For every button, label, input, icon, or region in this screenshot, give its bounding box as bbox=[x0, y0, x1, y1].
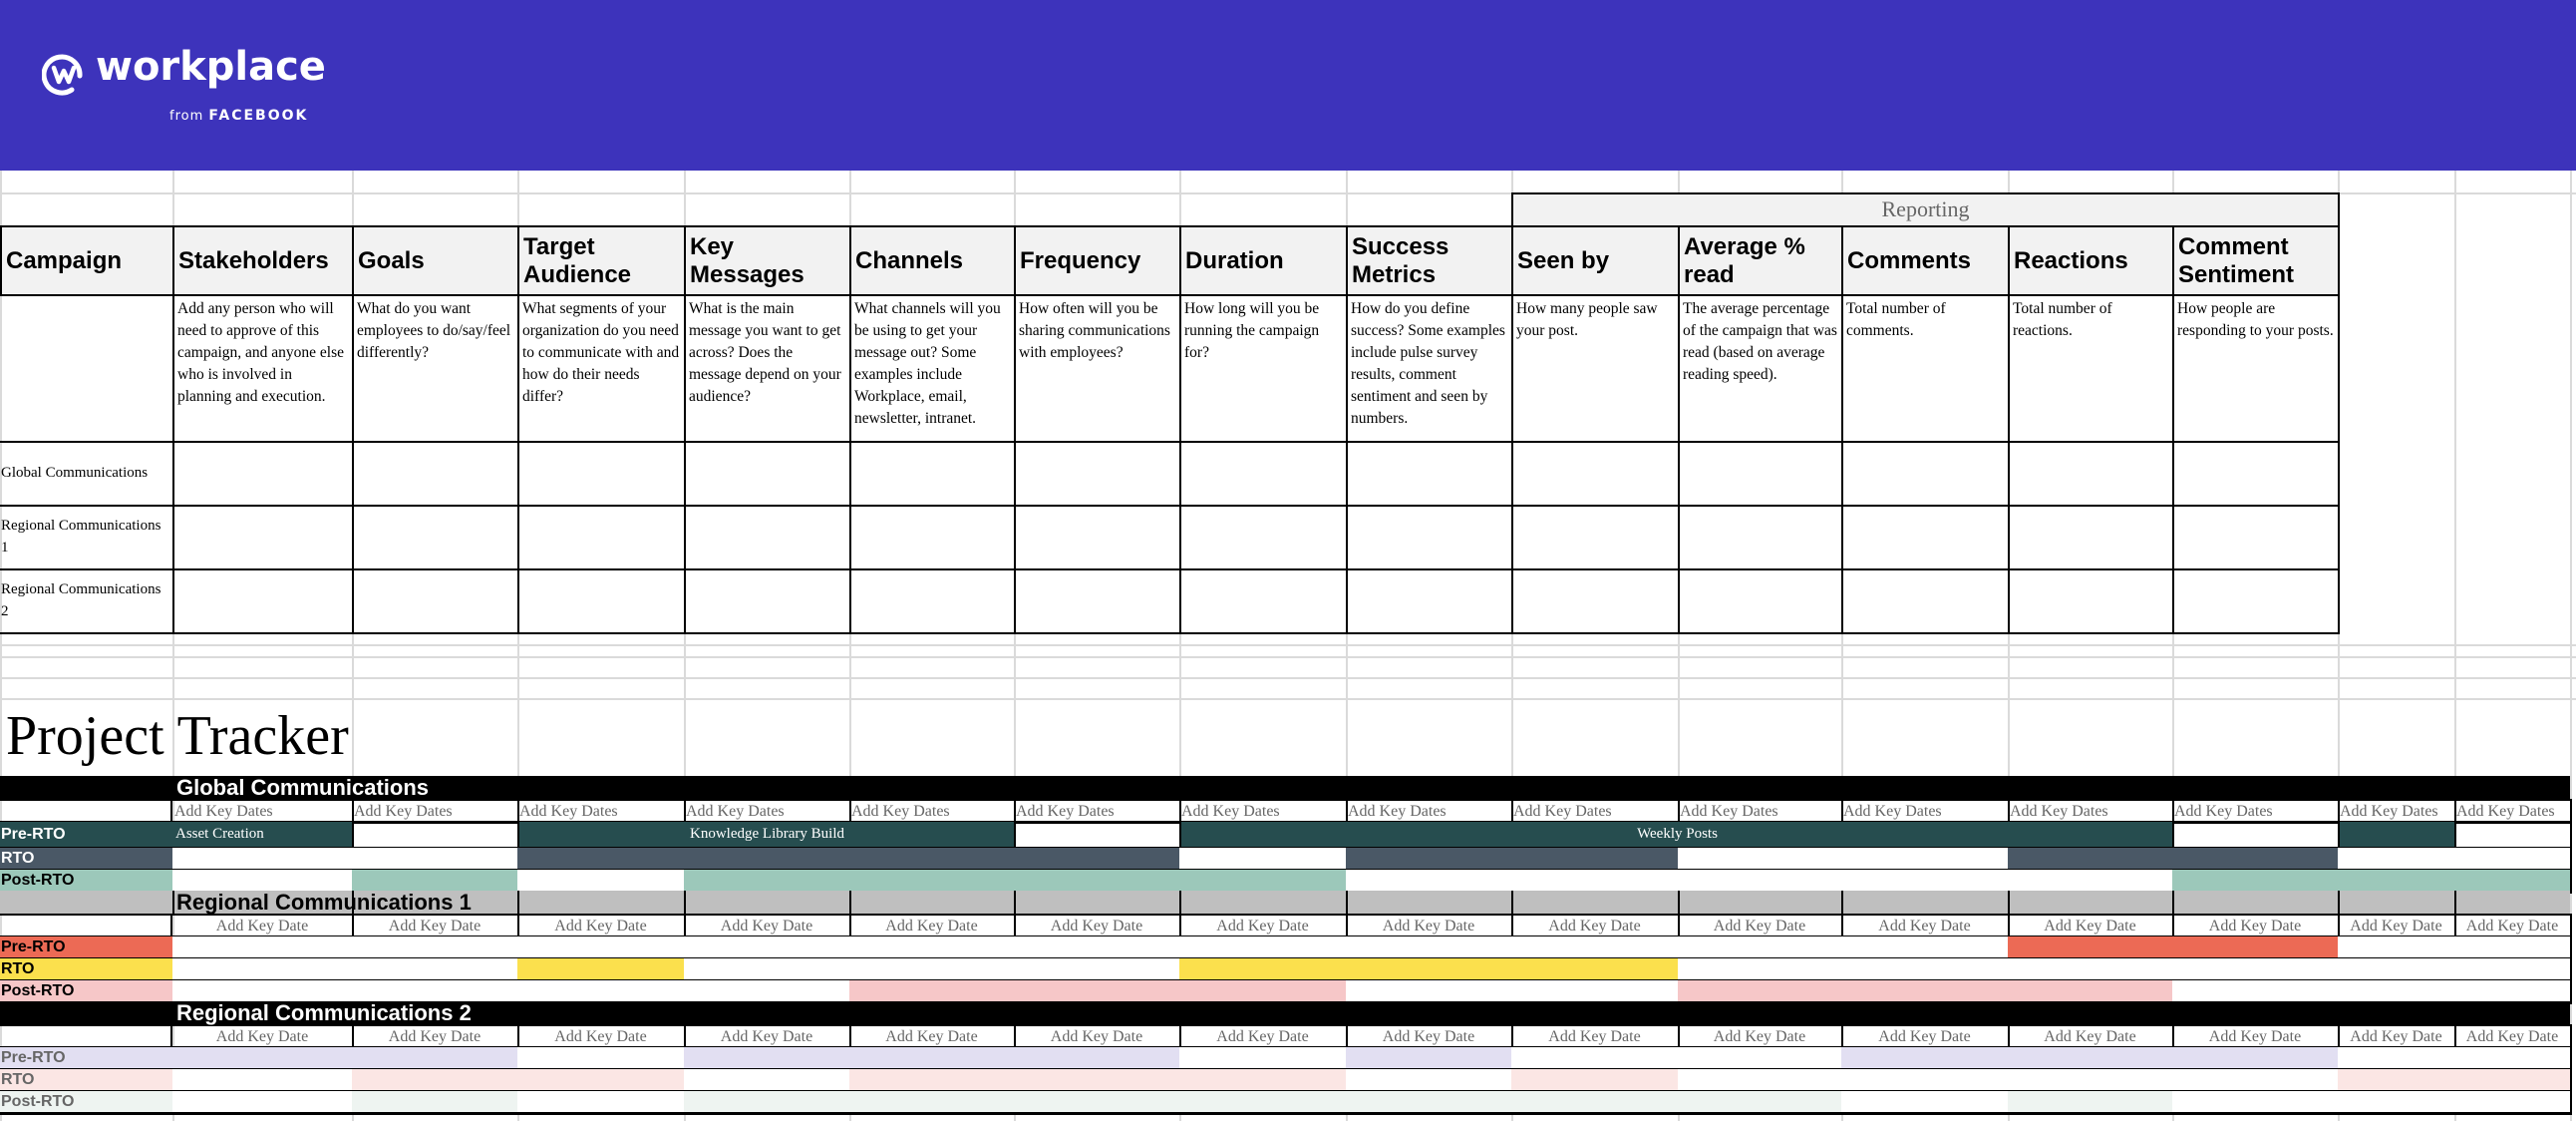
column-description: Total number of reactions. bbox=[2008, 296, 2174, 443]
task-bar[interactable]: Weekly Posts bbox=[1179, 822, 2174, 850]
planner-input-cell[interactable] bbox=[1014, 568, 1181, 634]
column-header-title: Seen by bbox=[1517, 246, 1610, 274]
timeline-cell[interactable] bbox=[172, 936, 354, 960]
key-date-cell[interactable]: Add Key Date bbox=[1678, 914, 1843, 938]
timeline-cell-filled[interactable] bbox=[2172, 1047, 2340, 1071]
key-date-cell[interactable]: Add Key Dates bbox=[2008, 799, 2174, 824]
brand-tagline bbox=[169, 108, 308, 124]
timeline-cell[interactable] bbox=[2008, 958, 2174, 982]
timeline-cell-filled[interactable] bbox=[849, 1069, 1016, 1093]
column-header bbox=[172, 225, 354, 296]
key-date-cell[interactable]: Add Key Date bbox=[2338, 1024, 2456, 1049]
timeline-cell[interactable] bbox=[2338, 848, 2456, 872]
campaign-name-cell: Regional Communications 1 bbox=[0, 505, 174, 570]
planner-input-cell[interactable] bbox=[684, 441, 851, 507]
timeline-cell-filled[interactable] bbox=[1346, 1091, 1513, 1115]
column-header bbox=[1179, 225, 1348, 296]
phase-label: Pre-RTO bbox=[0, 822, 174, 850]
gridline-horizontal bbox=[0, 644, 2576, 646]
timeline-cell[interactable] bbox=[352, 936, 519, 960]
column-header-title: Reactions bbox=[2014, 246, 2128, 274]
key-date-cell[interactable]: Add Key Date bbox=[2454, 1024, 2572, 1049]
phase-label: Post-RTO bbox=[0, 1091, 174, 1115]
planner-input-cell[interactable] bbox=[1678, 441, 1843, 507]
column-header bbox=[1678, 225, 1843, 296]
planner-input-cell[interactable] bbox=[1014, 441, 1181, 507]
column-header bbox=[517, 225, 686, 296]
planner-input-cell[interactable] bbox=[517, 505, 686, 570]
planner-input-cell[interactable] bbox=[1179, 441, 1348, 507]
timeline-cell-filled[interactable] bbox=[1014, 1069, 1181, 1093]
section-header-divider bbox=[1841, 891, 1843, 914]
planner-input-cell[interactable] bbox=[1179, 568, 1348, 634]
timeline-cell[interactable] bbox=[1179, 936, 1348, 960]
column-header-title: Target Audience bbox=[523, 232, 632, 288]
section-header bbox=[0, 891, 2570, 916]
timeline-cell[interactable] bbox=[2338, 958, 2456, 982]
timeline-cell-filled[interactable] bbox=[2338, 1069, 2456, 1093]
timeline-cell[interactable] bbox=[1841, 1069, 2010, 1093]
key-date-cell[interactable]: Add Key Dates bbox=[1841, 799, 2010, 824]
planner-input-cell[interactable] bbox=[2172, 568, 2340, 634]
campaign-name-cell: Regional Communications 2 bbox=[0, 568, 174, 634]
key-date-cell[interactable]: Add Key Date bbox=[2008, 914, 2174, 938]
timeline-cell[interactable] bbox=[2338, 1091, 2456, 1115]
key-date-cell[interactable]: Add Key Date bbox=[1841, 914, 2010, 938]
section-header-divider bbox=[1014, 891, 1016, 914]
column-description: Add any person who will need to approve of this campaign, and anyone else who is involved in planning and execution. bbox=[172, 296, 354, 443]
planner-input-cell[interactable] bbox=[1511, 441, 1680, 507]
phase-label: RTO bbox=[0, 958, 174, 982]
timeline-cell[interactable] bbox=[1179, 848, 1348, 872]
key-date-cell[interactable]: Add Key Date bbox=[684, 1024, 851, 1049]
planner-input-cell[interactable] bbox=[1346, 505, 1513, 570]
timeline-cell-filled[interactable] bbox=[2008, 848, 2174, 872]
planner-input-cell[interactable] bbox=[849, 568, 1016, 634]
section-header-divider bbox=[1678, 891, 1680, 914]
timeline-cell-filled[interactable] bbox=[1179, 958, 1348, 982]
timeline-cell[interactable] bbox=[172, 958, 354, 982]
brand-company: FACEBOOK bbox=[208, 108, 309, 124]
timeline-cell-filled[interactable] bbox=[352, 1069, 519, 1093]
section-header-divider bbox=[1346, 891, 1348, 914]
timeline-cell[interactable] bbox=[1014, 822, 1181, 850]
campaign-name-cell: Global Communications bbox=[0, 441, 174, 507]
phase-label: RTO bbox=[0, 848, 174, 872]
column-header bbox=[0, 225, 174, 296]
column-header-title: Goals bbox=[358, 246, 425, 274]
project-tracker-title: Project Tracker bbox=[6, 705, 349, 767]
column-header bbox=[1014, 225, 1181, 296]
timeline-cell[interactable] bbox=[849, 958, 1016, 982]
column-header bbox=[2172, 225, 2340, 296]
key-date-cell[interactable]: Add Key Date bbox=[849, 1024, 1016, 1049]
timeline-cell[interactable] bbox=[849, 936, 1016, 960]
key-date-cell[interactable]: Add Key Date bbox=[517, 1024, 686, 1049]
key-date-cell[interactable]: Add Key Date bbox=[849, 914, 1016, 938]
timeline-cell-filled[interactable] bbox=[1179, 1091, 1348, 1115]
section-title: Regional Communications 2 bbox=[176, 1000, 472, 1025]
planner-input-cell[interactable] bbox=[172, 568, 354, 634]
date-row-spacer bbox=[0, 799, 172, 824]
column-description: Total number of comments. bbox=[1841, 296, 2010, 443]
timeline-cell[interactable] bbox=[1511, 1047, 1680, 1071]
phase-label: Pre-RTO bbox=[0, 936, 174, 960]
key-date-cell[interactable]: Add Key Date bbox=[1511, 1024, 1680, 1049]
column-header-title: Stakeholders bbox=[178, 246, 329, 274]
timeline-cell[interactable] bbox=[684, 1069, 851, 1093]
timeline-cell-filled[interactable] bbox=[1014, 1091, 1181, 1115]
timeline-cell[interactable] bbox=[2454, 1091, 2572, 1115]
column-header bbox=[1511, 225, 1680, 296]
planner-input-cell[interactable] bbox=[2008, 441, 2174, 507]
column-header-title: Success Metrics bbox=[1352, 232, 1449, 288]
planner-input-cell[interactable] bbox=[849, 505, 1016, 570]
planner-input-cell[interactable] bbox=[1511, 568, 1680, 634]
gridline-horizontal bbox=[0, 698, 2576, 700]
timeline-cell-filled[interactable] bbox=[1678, 1091, 1843, 1115]
timeline-cell[interactable] bbox=[1841, 848, 2010, 872]
reporting-group-header: Reporting bbox=[1511, 192, 2340, 227]
brand-name: workplace bbox=[96, 44, 326, 90]
timeline-cell-filled[interactable] bbox=[849, 1047, 1016, 1071]
key-date-cell[interactable]: Add Key Dates bbox=[1014, 799, 1181, 824]
timeline-cell[interactable] bbox=[1678, 848, 1843, 872]
planner-input-cell[interactable] bbox=[1841, 505, 2010, 570]
timeline-cell[interactable] bbox=[2454, 848, 2572, 872]
key-date-cell[interactable]: Add Key Dates bbox=[2172, 799, 2340, 824]
key-date-cell[interactable]: Add Key Dates bbox=[2454, 799, 2572, 824]
column-header-title: Channels bbox=[855, 246, 964, 274]
timeline-cell-filled[interactable] bbox=[2008, 1047, 2174, 1071]
task-bar[interactable]: Knowledge Library Build bbox=[517, 822, 1016, 850]
key-date-cell[interactable]: Add Key Dates bbox=[352, 799, 519, 824]
section-header-divider bbox=[1511, 891, 1513, 914]
planner-input-cell[interactable] bbox=[1014, 505, 1181, 570]
key-date-cell[interactable]: Add Key Dates bbox=[1179, 799, 1348, 824]
column-description: What channels will you be using to get your message out? Some examples include Workplace, email, newsletter, intranet. bbox=[849, 296, 1016, 443]
brand-from: from bbox=[169, 109, 204, 124]
timeline-cell-filled[interactable] bbox=[2008, 936, 2174, 960]
timeline-cell-filled[interactable] bbox=[517, 958, 686, 982]
key-date-cell[interactable]: Add Key Dates bbox=[684, 799, 851, 824]
column-header-title: Campaign bbox=[6, 246, 123, 274]
key-date-cell[interactable]: Add Key Date bbox=[1179, 1024, 1348, 1049]
key-date-cell[interactable]: Add Key Date bbox=[172, 914, 354, 938]
key-date-cell[interactable]: Add Key Date bbox=[2172, 914, 2340, 938]
planner-input-cell[interactable] bbox=[1511, 505, 1680, 570]
timeline-cell-filled[interactable] bbox=[2454, 1069, 2572, 1093]
timeline-cell[interactable] bbox=[2454, 958, 2572, 982]
timeline-cell-filled[interactable] bbox=[2172, 936, 2340, 960]
timeline-cell[interactable] bbox=[1678, 1047, 1843, 1071]
phase-label: Post-RTO bbox=[0, 870, 174, 894]
timeline-cell[interactable] bbox=[517, 1047, 686, 1071]
column-header bbox=[849, 225, 1016, 296]
column-header-title: Duration bbox=[1185, 246, 1284, 274]
planner-input-cell[interactable] bbox=[1346, 441, 1513, 507]
workplace-logo-icon bbox=[42, 52, 86, 96]
column-description: How people are responding to your posts. bbox=[2172, 296, 2340, 443]
planner-input-cell[interactable] bbox=[1841, 441, 2010, 507]
planner-input-cell[interactable] bbox=[517, 441, 686, 507]
section-header-divider bbox=[2008, 891, 2010, 914]
planner-input-cell[interactable] bbox=[1678, 505, 1843, 570]
timeline-cell-filled[interactable] bbox=[1179, 1069, 1348, 1093]
column-header bbox=[2008, 225, 2174, 296]
timeline-cell[interactable] bbox=[1841, 936, 2010, 960]
key-date-cell[interactable]: Add Key Dates bbox=[1678, 799, 1843, 824]
planner-input-cell[interactable] bbox=[172, 441, 354, 507]
gridline-horizontal bbox=[0, 677, 2576, 679]
timeline-cell[interactable] bbox=[684, 958, 851, 982]
timeline-cell-filled[interactable] bbox=[1511, 1091, 1680, 1115]
timeline-cell[interactable] bbox=[2454, 1047, 2572, 1071]
timeline-cell[interactable] bbox=[2172, 1069, 2340, 1093]
timeline-cell[interactable] bbox=[1346, 936, 1513, 960]
planner-input-cell[interactable] bbox=[1179, 505, 1348, 570]
key-date-cell[interactable]: Add Key Date bbox=[352, 914, 519, 938]
key-date-cell[interactable]: Add Key Dates bbox=[2338, 799, 2456, 824]
key-date-cell[interactable]: Add Key Dates bbox=[517, 799, 686, 824]
section-header-divider bbox=[849, 891, 851, 914]
planner-input-cell[interactable] bbox=[684, 505, 851, 570]
planner-input-cell[interactable] bbox=[352, 441, 519, 507]
timeline-cell-filled[interactable] bbox=[684, 1047, 851, 1071]
timeline-cell-filled[interactable] bbox=[352, 1091, 519, 1115]
key-date-cell[interactable]: Add Key Date bbox=[1678, 1024, 1843, 1049]
timeline-cell[interactable] bbox=[2454, 936, 2572, 960]
key-date-cell[interactable]: Add Key Date bbox=[1346, 914, 1513, 938]
timeline-cell[interactable] bbox=[172, 1091, 354, 1115]
key-date-cell[interactable]: Add Key Date bbox=[2454, 914, 2572, 938]
column-header-title: Comments bbox=[1847, 246, 1972, 274]
section-header-divider bbox=[2172, 891, 2174, 914]
timeline-cell[interactable] bbox=[1179, 1047, 1348, 1071]
gridline-horizontal bbox=[0, 656, 2576, 658]
timeline-cell[interactable] bbox=[172, 1069, 354, 1093]
timeline-cell-filled[interactable] bbox=[684, 1091, 851, 1115]
key-date-cell[interactable]: Add Key Date bbox=[517, 914, 686, 938]
section-title: Global Communications bbox=[176, 775, 430, 800]
key-date-cell[interactable]: Add Key Date bbox=[1841, 1024, 2010, 1049]
timeline-cell-filled[interactable] bbox=[517, 848, 686, 872]
timeline-cell-filled[interactable] bbox=[1511, 1069, 1680, 1093]
timeline-cell[interactable] bbox=[2454, 822, 2572, 850]
column-header-title: Key Messages bbox=[690, 232, 805, 288]
column-header bbox=[684, 225, 851, 296]
column-header bbox=[1346, 225, 1513, 296]
key-date-cell[interactable]: Add Key Date bbox=[352, 1024, 519, 1049]
key-date-cell[interactable]: Add Key Dates bbox=[172, 799, 354, 824]
timeline-cell[interactable] bbox=[517, 936, 686, 960]
phase-label: Pre-RTO bbox=[0, 1047, 174, 1071]
section-header bbox=[0, 1001, 2570, 1026]
timeline-cell-filled[interactable] bbox=[1346, 958, 1513, 982]
column-description: How often will you be sharing communications with employees? bbox=[1014, 296, 1181, 443]
timeline-cell[interactable] bbox=[2172, 822, 2340, 850]
timeline-cell[interactable] bbox=[2172, 1091, 2340, 1115]
section-title: Regional Communications 1 bbox=[176, 890, 472, 915]
timeline-cell[interactable] bbox=[1841, 1091, 2010, 1115]
timeline-cell-filled[interactable] bbox=[1346, 848, 1513, 872]
key-date-cell[interactable]: Add Key Dates bbox=[849, 799, 1016, 824]
column-header-title: Average % read bbox=[1684, 232, 1805, 288]
timeline-cell[interactable] bbox=[1014, 936, 1181, 960]
column-header bbox=[1841, 225, 2010, 296]
key-date-cell[interactable]: Add Key Date bbox=[1346, 1024, 1513, 1049]
planner-input-cell[interactable] bbox=[352, 505, 519, 570]
key-date-cell[interactable]: Add Key Date bbox=[684, 914, 851, 938]
key-date-cell[interactable]: Add Key Date bbox=[1014, 1024, 1181, 1049]
key-date-cell[interactable]: Add Key Date bbox=[1511, 914, 1680, 938]
planner-input-cell[interactable] bbox=[1346, 568, 1513, 634]
planner-input-cell[interactable] bbox=[1678, 568, 1843, 634]
timeline-cell-filled[interactable] bbox=[849, 1091, 1016, 1115]
section-header-divider bbox=[172, 891, 174, 914]
planner-input-cell[interactable] bbox=[517, 568, 686, 634]
section-header-divider bbox=[684, 891, 686, 914]
timeline-cell[interactable] bbox=[1346, 1069, 1513, 1093]
planner-input-cell[interactable] bbox=[1841, 568, 2010, 634]
planner-input-cell[interactable] bbox=[352, 568, 519, 634]
timeline-cell-filled[interactable] bbox=[1511, 848, 1680, 872]
timeline-cell[interactable] bbox=[352, 958, 519, 982]
column-header bbox=[352, 225, 519, 296]
timeline-cell[interactable] bbox=[2338, 936, 2456, 960]
date-row-spacer bbox=[0, 1024, 172, 1049]
timeline-cell-filled[interactable] bbox=[2172, 848, 2340, 872]
timeline-cell-filled[interactable] bbox=[1841, 1047, 2010, 1071]
timeline-cell[interactable] bbox=[2338, 1047, 2456, 1071]
section-header bbox=[0, 776, 2570, 801]
planner-input-cell[interactable] bbox=[172, 505, 354, 570]
key-date-cell[interactable]: Add Key Dates bbox=[1346, 799, 1513, 824]
key-date-cell[interactable]: Add Key Date bbox=[172, 1024, 354, 1049]
column-description: The average percentage of the campaign that was read (based on average reading speed). bbox=[1678, 296, 1843, 443]
timeline-cell-filled[interactable] bbox=[1511, 958, 1680, 982]
timeline-cell-filled[interactable] bbox=[1014, 1047, 1181, 1071]
timeline-cell[interactable] bbox=[1678, 1069, 1843, 1093]
brand-banner bbox=[0, 0, 2576, 171]
timeline-cell-filled[interactable] bbox=[849, 848, 1016, 872]
planner-input-cell[interactable] bbox=[2172, 505, 2340, 570]
column-description: What do you want employees to do/say/feel differently? bbox=[352, 296, 519, 443]
timeline-cell-filled[interactable] bbox=[172, 1047, 354, 1071]
section-header-divider bbox=[1179, 891, 1181, 914]
timeline-cell[interactable] bbox=[2008, 1069, 2174, 1093]
date-row-spacer bbox=[0, 914, 172, 938]
column-description: What is the main message you want to get across? Does the message depend on your audience? bbox=[684, 296, 851, 443]
key-date-cell[interactable]: Add Key Date bbox=[2172, 1024, 2340, 1049]
key-date-cell[interactable]: Add Key Date bbox=[2008, 1024, 2174, 1049]
timeline-cell[interactable] bbox=[2172, 958, 2340, 982]
column-description: How long will you be running the campaign for? bbox=[1179, 296, 1348, 443]
timeline-cell[interactable] bbox=[1014, 958, 1181, 982]
timeline-cell[interactable] bbox=[684, 936, 851, 960]
key-date-cell[interactable]: Add Key Date bbox=[2338, 914, 2456, 938]
key-date-cell[interactable]: Add Key Dates bbox=[1511, 799, 1680, 824]
timeline-cell-filled[interactable] bbox=[352, 1047, 519, 1071]
column-description: What segments of your organization do you need to communicate with and how do their needs differ? bbox=[517, 296, 686, 443]
column-header-title: Comment Sentiment bbox=[2178, 232, 2295, 288]
planner-input-cell[interactable] bbox=[2172, 441, 2340, 507]
timeline-cell-filled[interactable] bbox=[1014, 848, 1181, 872]
section-header-divider bbox=[517, 891, 519, 914]
column-header-title: Frequency bbox=[1020, 246, 1141, 274]
section-header-divider bbox=[2454, 891, 2456, 914]
timeline-cell-filled[interactable] bbox=[1346, 1047, 1513, 1071]
timeline-cell-filled[interactable] bbox=[517, 1069, 686, 1093]
column-description: How do you define success? Some examples include pulse survey results, comment sentiment and seen by numbers. bbox=[1346, 296, 1513, 443]
planner-input-cell[interactable] bbox=[849, 441, 1016, 507]
timeline-cell-filled[interactable] bbox=[2008, 1091, 2174, 1115]
planner-input-cell[interactable] bbox=[684, 568, 851, 634]
planner-input-cell[interactable] bbox=[2008, 505, 2174, 570]
timeline-cell-filled[interactable] bbox=[684, 848, 851, 872]
timeline-cell[interactable] bbox=[517, 1091, 686, 1115]
section-header-divider bbox=[2338, 891, 2340, 914]
column-description: How many people saw your post. bbox=[1511, 296, 1680, 443]
timeline-cell[interactable] bbox=[1678, 958, 1843, 982]
key-date-cell[interactable]: Add Key Date bbox=[1179, 914, 1348, 938]
phase-label: Post-RTO bbox=[0, 980, 174, 1004]
timeline-cell[interactable] bbox=[352, 848, 519, 872]
timeline-cell[interactable] bbox=[352, 822, 519, 850]
timeline-cell[interactable] bbox=[1841, 958, 2010, 982]
key-date-cell[interactable]: Add Key Date bbox=[1014, 914, 1181, 938]
planner-input-cell[interactable] bbox=[2008, 568, 2174, 634]
timeline-cell[interactable] bbox=[172, 848, 354, 872]
timeline-cell[interactable] bbox=[1678, 936, 1843, 960]
task-bar[interactable]: Asset Creation bbox=[172, 822, 354, 850]
phase-label: RTO bbox=[0, 1069, 174, 1093]
column-description bbox=[0, 296, 174, 443]
timeline-cell[interactable] bbox=[1511, 936, 1680, 960]
task-bar[interactable] bbox=[2338, 822, 2456, 850]
